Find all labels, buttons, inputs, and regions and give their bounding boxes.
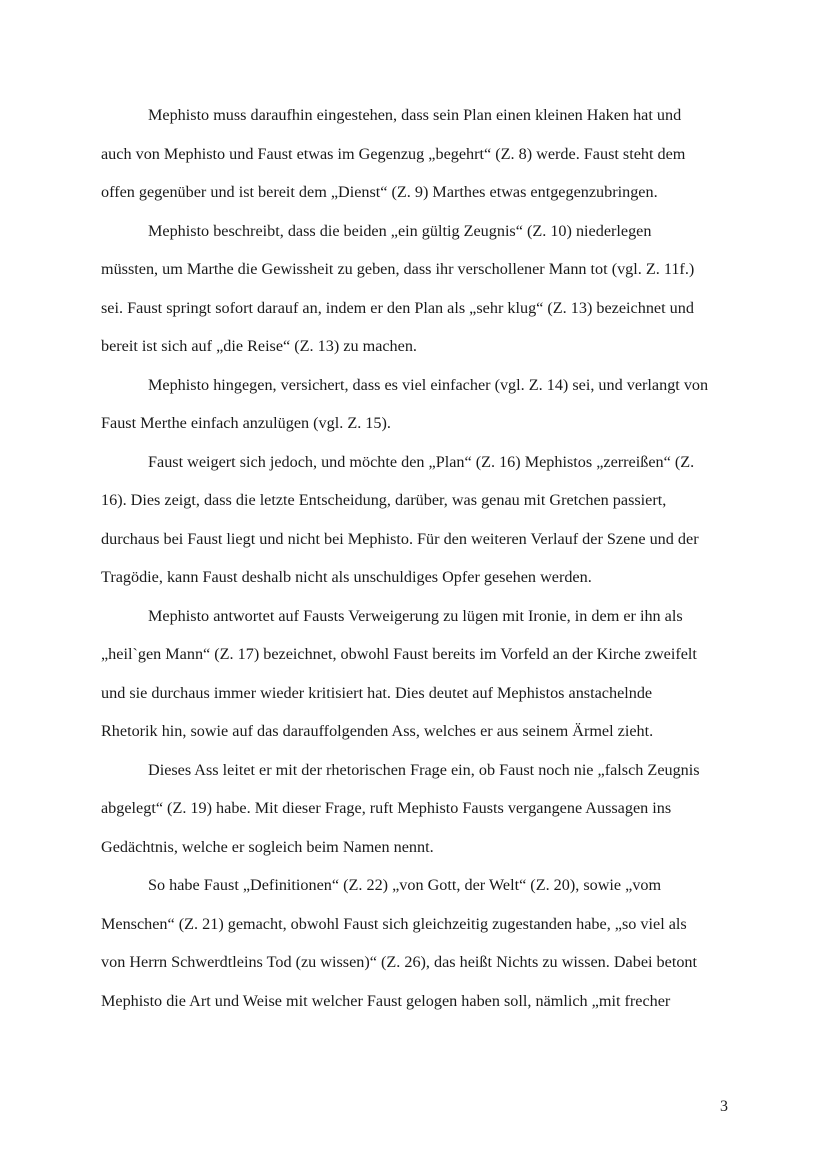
text-line: durchaus bei Faust liegt und nicht bei Mephisto. Für den weiteren Verlauf der Szene und der <box>101 529 699 548</box>
text-line: Mephisto muss daraufhin eingestehen, dass sein Plan einen kleinen Haken hat und <box>148 106 682 124</box>
text-line: Dieses Ass leitet er mit der rhetorischen Frage ein, ob Faust noch nie „falsch Zeugnis <box>148 760 700 779</box>
text-line: Menschen“ (Z. 21) gemacht, obwohl Faust sich gleichzeitig zugestanden habe, „so viel als <box>101 914 687 933</box>
page-number: 3 <box>720 1098 728 1115</box>
body-text <box>101 96 728 1020</box>
text-line: Gedächtnis, welche er sogleich beim Namen nennt. <box>101 837 434 856</box>
text-line: und sie durchaus immer wieder kritisiert hat. Dies deutet auf Mephistos anstachelnde <box>101 683 653 702</box>
paragraph-1 <box>101 96 728 212</box>
text-line: Mephisto beschreibt, dass die beiden „ein gültig Zeugnis“ (Z. 10) niederlegen <box>148 221 652 240</box>
text-line: 16). Dies zeigt, dass die letzte Entscheidung, darüber, was genau mit Gretchen passiert, <box>101 491 667 509</box>
paragraph-4 <box>101 443 728 597</box>
text-line: So habe Faust „Definitionen“ (Z. 22) „von Gott, der Welt“ (Z. 20), sowie „vom <box>148 876 662 894</box>
paragraph-6 <box>101 751 728 867</box>
text-line: offen gegenüber und ist bereit dem „Dienst“ (Z. 9) Marthes etwas entgegenzubringen. <box>101 183 658 201</box>
text-line: müssten, um Marthe die Gewissheit zu geben, dass ihr verschollener Mann tot (vgl. Z. 11f.) <box>101 260 695 278</box>
text-line: sei. Faust springt sofort darauf an, indem er den Plan als „sehr klug“ (Z. 13) bezeichnet und <box>101 298 694 317</box>
text-line: bereit ist sich auf „die Reise“ (Z. 13) zu machen. <box>101 337 417 355</box>
paragraph-5 <box>101 597 728 751</box>
text-line: Mephisto hingegen, versichert, dass es viel einfacher (vgl. Z. 14) sei, und verlangt von <box>148 375 709 394</box>
text-line: Mephisto antwortet auf Fausts Verweigerung zu lügen mit Ironie, in dem er ihn als <box>148 606 683 625</box>
text-line: Faust Merthe einfach anzulügen (vgl. Z. 15). <box>101 414 391 432</box>
paragraph-2 <box>101 212 728 366</box>
text-line: Rhetorik hin, sowie auf das darauffolgenden Ass, welches er aus seinem Ärmel zieht. <box>101 722 654 740</box>
text-line: Tragödie, kann Faust deshalb nicht als unschuldiges Opfer gesehen werden. <box>101 568 592 586</box>
text-line: Faust weigert sich jedoch, und möchte den „Plan“ (Z. 16) Mephistos „zerreißen“ (Z. <box>148 452 695 471</box>
paragraph-7 <box>101 866 728 1020</box>
paragraph-3 <box>101 366 728 443</box>
text-line: von Herrn Schwerdtleins Tod (zu wissen)“ (Z. 26), das heißt Nichts zu wissen. Dabei betont <box>101 953 698 971</box>
text-line: auch von Mephisto und Faust etwas im Gegenzug „begehrt“ (Z. 8) werde. Faust steht dem <box>101 144 686 163</box>
text-line: Mephisto die Art und Weise mit welcher Faust gelogen haben soll, nämlich „mit frecher <box>101 991 671 1010</box>
text-line: abgelegt“ (Z. 19) habe. Mit dieser Frage, ruft Mephisto Fausts vergangene Aussagen ins <box>101 799 672 817</box>
text-line: „heil`gen Mann“ (Z. 17) bezeichnet, obwohl Faust bereits im Vorfeld an der Kirche zweifelt <box>101 645 697 663</box>
